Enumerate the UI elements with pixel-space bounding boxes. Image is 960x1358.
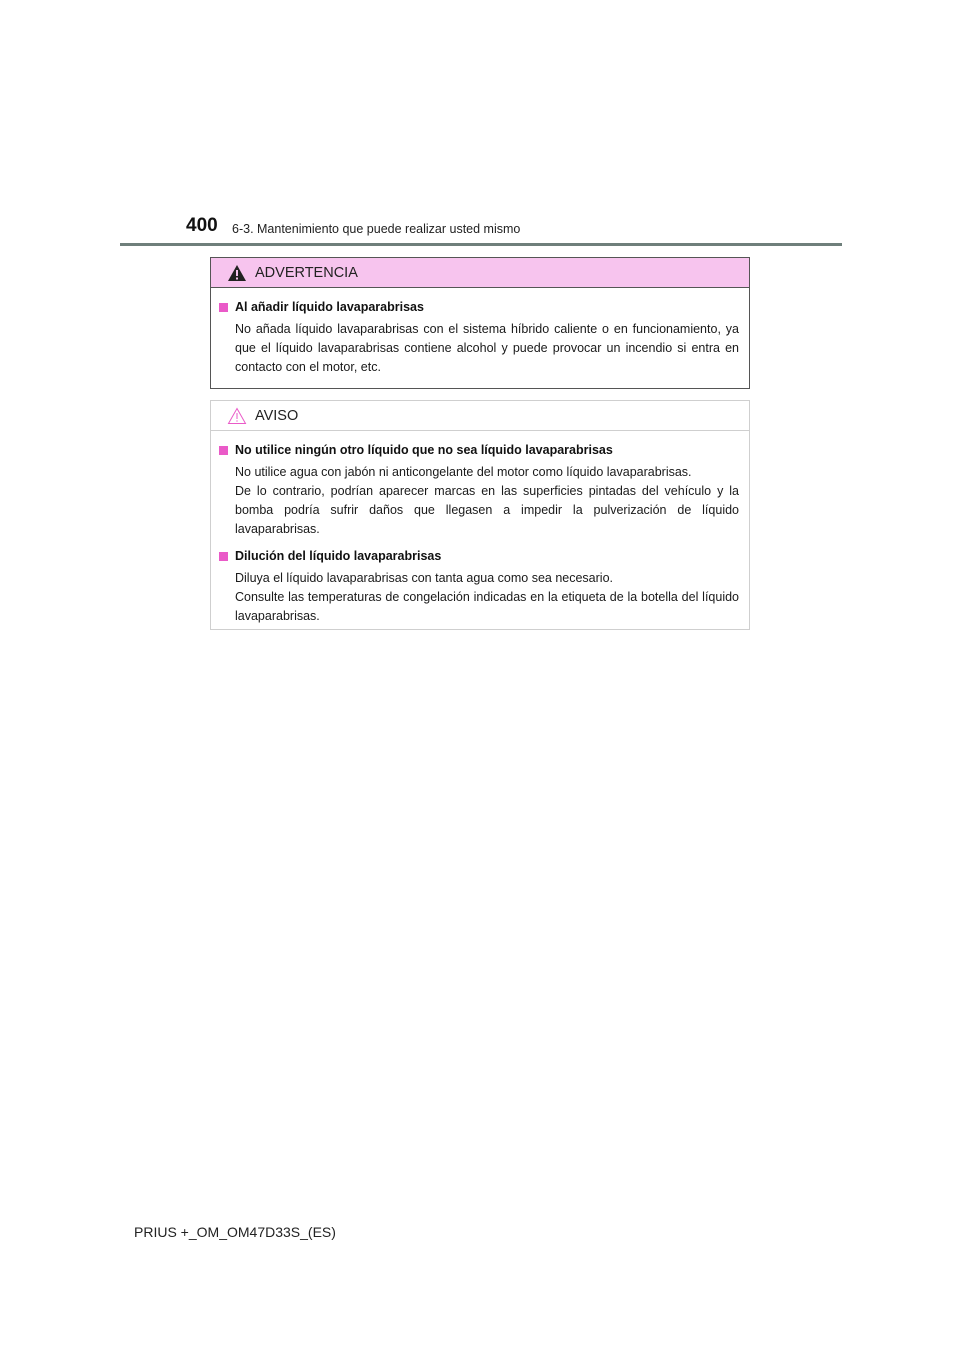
warning-header [211,258,749,288]
notice-item-title [219,548,739,565]
notice-item-line: Consulte las temperaturas de congelación indicadas en la etiqueta de la botella del líquido lavaparabrisas. [235,590,739,623]
warning-body [211,288,749,377]
notice-header [211,401,749,431]
notice-item-title [219,442,739,459]
notice-item-title-text: Dilución del líquido lavaparabrisas [235,549,442,563]
warning-item [219,299,739,377]
square-bullet-icon [219,446,228,455]
square-bullet-icon [219,303,228,312]
notice-item-line: Diluya el líquido lavaparabrisas con tanta agua como sea necesario. [235,571,614,585]
square-bullet-icon [219,552,228,561]
section-title: 6-3. Mantenimiento que puede realizar usted mismo [232,222,521,236]
warning-box [210,257,750,389]
notice-item-text [235,463,739,539]
notice-item [219,442,739,539]
notice-body [211,431,749,626]
footer-code: PRIUS +_OM_OM47D33S_(ES) [134,1224,336,1240]
notice-item-text [235,569,739,626]
notice-item-line: No utilice agua con jabón ni anticongelante del motor como líquido lavaparabrisas. [235,465,692,479]
notice-label: AVISO [255,407,299,424]
warning-item-title-text: Al añadir líquido lavaparabrisas [235,300,424,314]
notice-item [219,548,739,626]
page-number: 400 [186,215,218,236]
notice-item-title-text: No utilice ningún otro líquido que no sea líquido lavaparabrisas [235,443,613,457]
warning-item-text: No añada líquido lavaparabrisas con el sistema híbrido caliente o en funcionamiento, ya que el líquido lavaparabrisas contiene alcohol y puede provocar un incendio si entra en contacto con el motor, etc. [235,322,739,374]
page-header [0,0,960,250]
notice-item-line: De lo contrario, podrían aparecer marcas en las superficies pintadas del vehículo y la bomba podría sufrir daños que llegasen a impedir la pulverización de líquido lavaparabrisas. [235,484,739,536]
notice-box [210,400,750,630]
warning-item-title [219,299,739,316]
caution-triangle-outline-icon [227,407,247,425]
warning-label: ADVERTENCIA [255,264,358,281]
header-rule [120,243,842,246]
warning-triangle-icon [227,264,247,282]
